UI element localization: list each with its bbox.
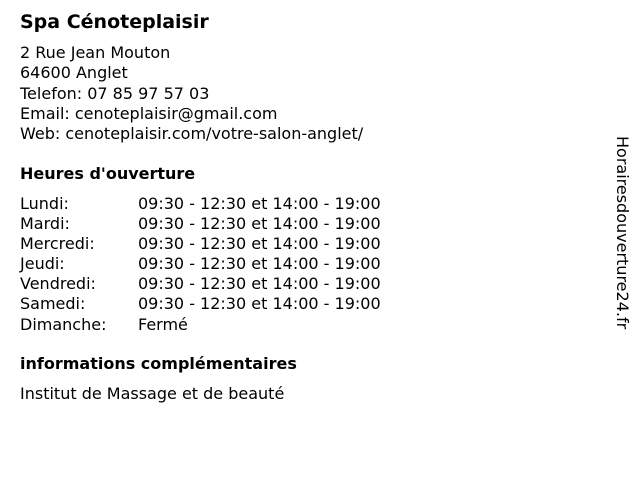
hours-row-thursday xyxy=(20,254,381,274)
website: Web: cenoteplaisir.com/votre-salon-anglet/ xyxy=(20,124,364,144)
hours-row-monday xyxy=(20,194,381,214)
additional-info-text: Institut de Massage et de beauté xyxy=(20,384,285,403)
day-label: Mardi: xyxy=(20,214,70,234)
business-name: Spa Cénoteplaisir xyxy=(20,11,209,33)
email-address: Email: cenoteplaisir@gmail.com xyxy=(20,103,278,123)
day-hours: 09:30 - 12:30 et 14:00 - 19:00 xyxy=(138,254,381,274)
day-label: Vendredi: xyxy=(20,274,96,294)
street-address: 2 Rue Jean Mouton xyxy=(20,43,171,62)
additional-info-heading: informations complémentaires xyxy=(20,354,297,373)
hours-row-tuesday xyxy=(20,214,381,234)
day-hours: Fermé xyxy=(138,314,188,334)
day-label: Dimanche: xyxy=(20,314,107,334)
day-hours: 09:30 - 12:30 et 14:00 - 19:00 xyxy=(138,234,381,254)
opening-hours-heading: Heures d'ouverture xyxy=(20,164,196,183)
day-label: Mercredi: xyxy=(20,234,95,254)
day-hours: 09:30 - 12:30 et 14:00 - 19:00 xyxy=(138,214,381,234)
day-label: Jeudi: xyxy=(20,254,65,274)
day-label: Lundi: xyxy=(20,194,69,213)
phone-number: Telefon: 07 85 97 57 03 xyxy=(20,83,210,103)
site-watermark: Horairesdouverture24.fr xyxy=(613,136,632,330)
hours-row-wednesday xyxy=(20,234,381,254)
day-hours: 09:30 - 12:30 et 14:00 - 19:00 xyxy=(138,194,381,213)
opening-hours-table xyxy=(20,194,381,335)
hours-row-friday xyxy=(20,274,381,294)
hours-row-saturday xyxy=(20,294,381,314)
hours-row-sunday xyxy=(20,315,381,335)
day-hours: 09:30 - 12:30 et 14:00 - 19:00 xyxy=(138,274,381,294)
contact-block xyxy=(20,43,363,144)
day-hours: 09:30 - 12:30 et 14:00 - 19:00 xyxy=(138,294,381,314)
postal-city: 64600 Anglet xyxy=(20,63,128,83)
day-label: Samedi: xyxy=(20,294,86,314)
